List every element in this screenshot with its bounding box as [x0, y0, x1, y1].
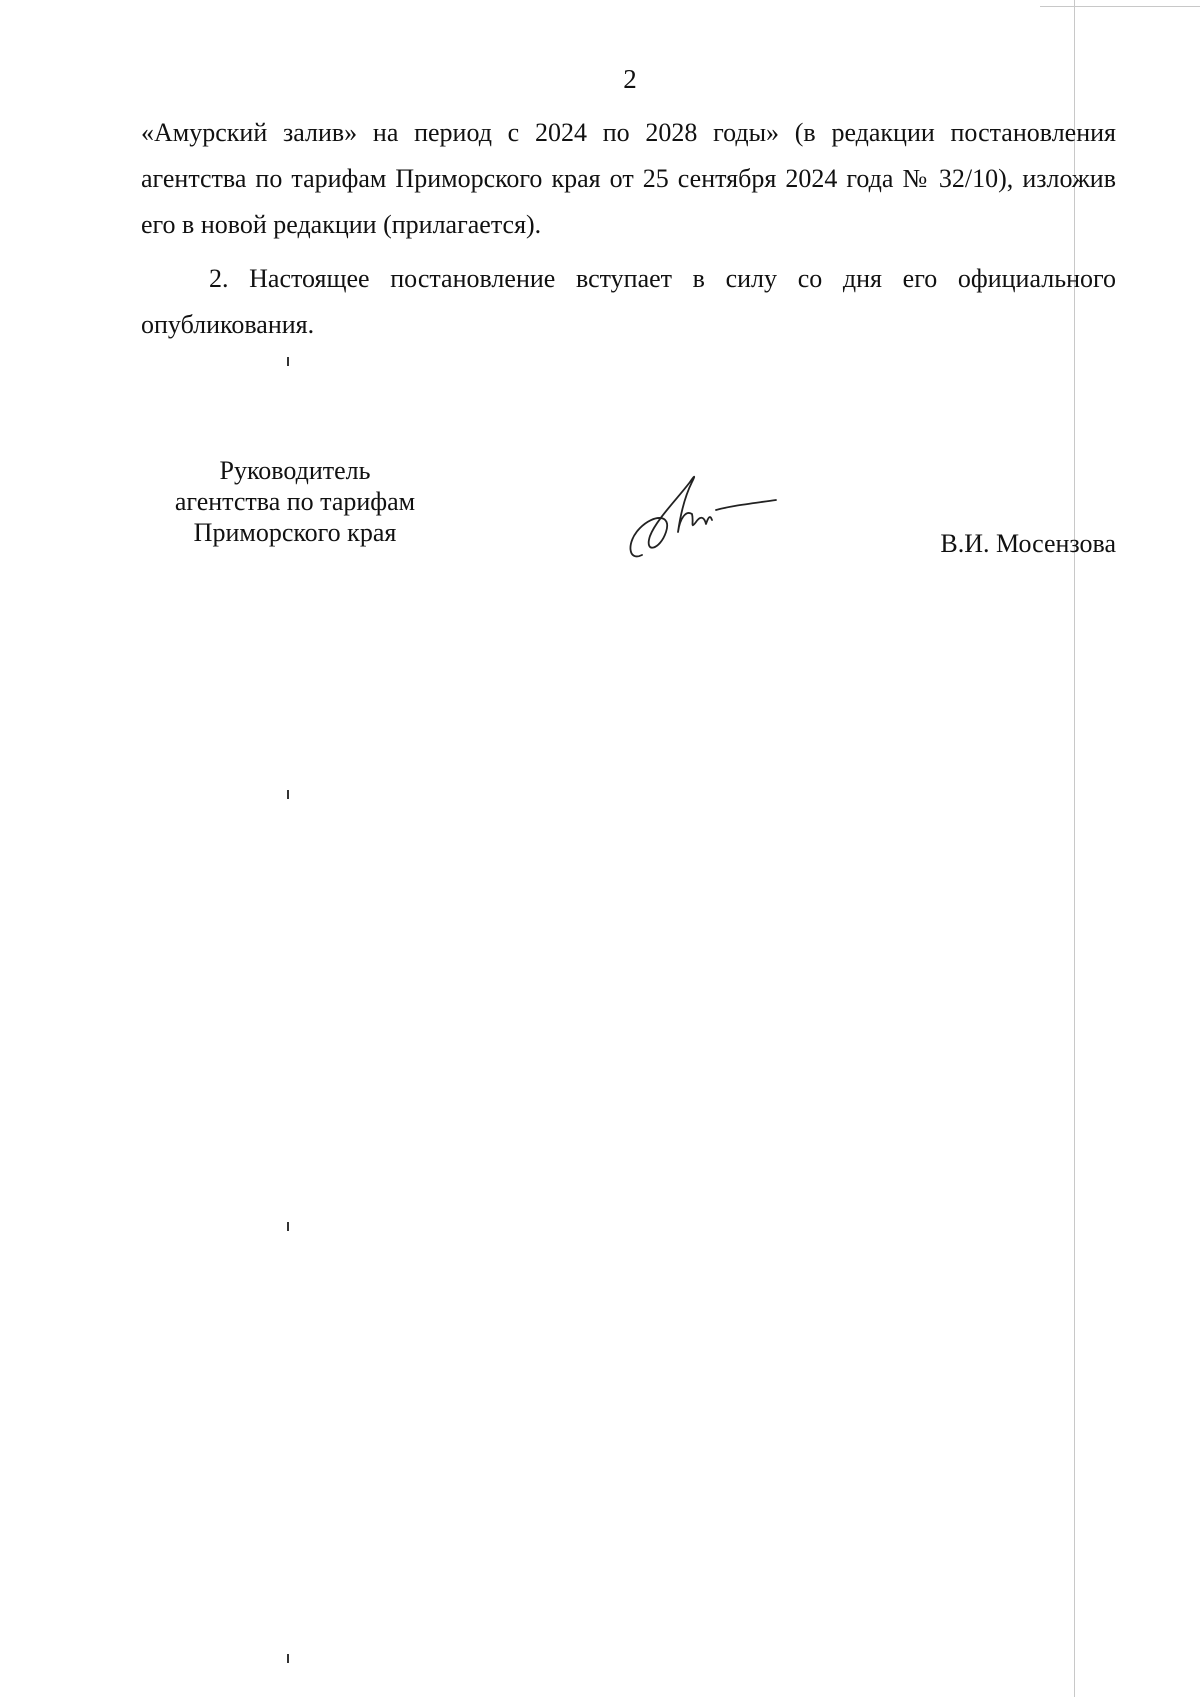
scan-edge-line-top: [1040, 6, 1200, 7]
signatory-name: В.И. Мосензова: [940, 529, 1116, 558]
signatory-title-line-2: агентства по тарифам: [174, 487, 416, 516]
signatory-title: [140, 455, 450, 548]
scan-edge-line: [1074, 0, 1075, 1697]
body-paragraph-2: 2. Настоящее постановление вступает в силу со дня его официального опубликования.: [141, 264, 1116, 339]
handwritten-signature: [620, 470, 780, 570]
scan-tick-mark: [287, 1654, 289, 1663]
scan-tick-mark: [287, 357, 289, 366]
signatory-title-line-3: Приморского края: [193, 518, 397, 547]
scan-tick-mark: [287, 790, 289, 799]
page-number: 2: [623, 64, 637, 94]
scan-tick-mark: [287, 1222, 289, 1231]
signatory-title-line-1: Руководитель: [219, 456, 371, 485]
body-paragraph-1: «Амурский залив» на период с 2024 по 2028 годы» (в редакции постановления агентства по тарифам Приморского края от 25 сентября 2024 года № 32/10), изложив его в новой редакции (прилагается).: [141, 118, 1116, 239]
